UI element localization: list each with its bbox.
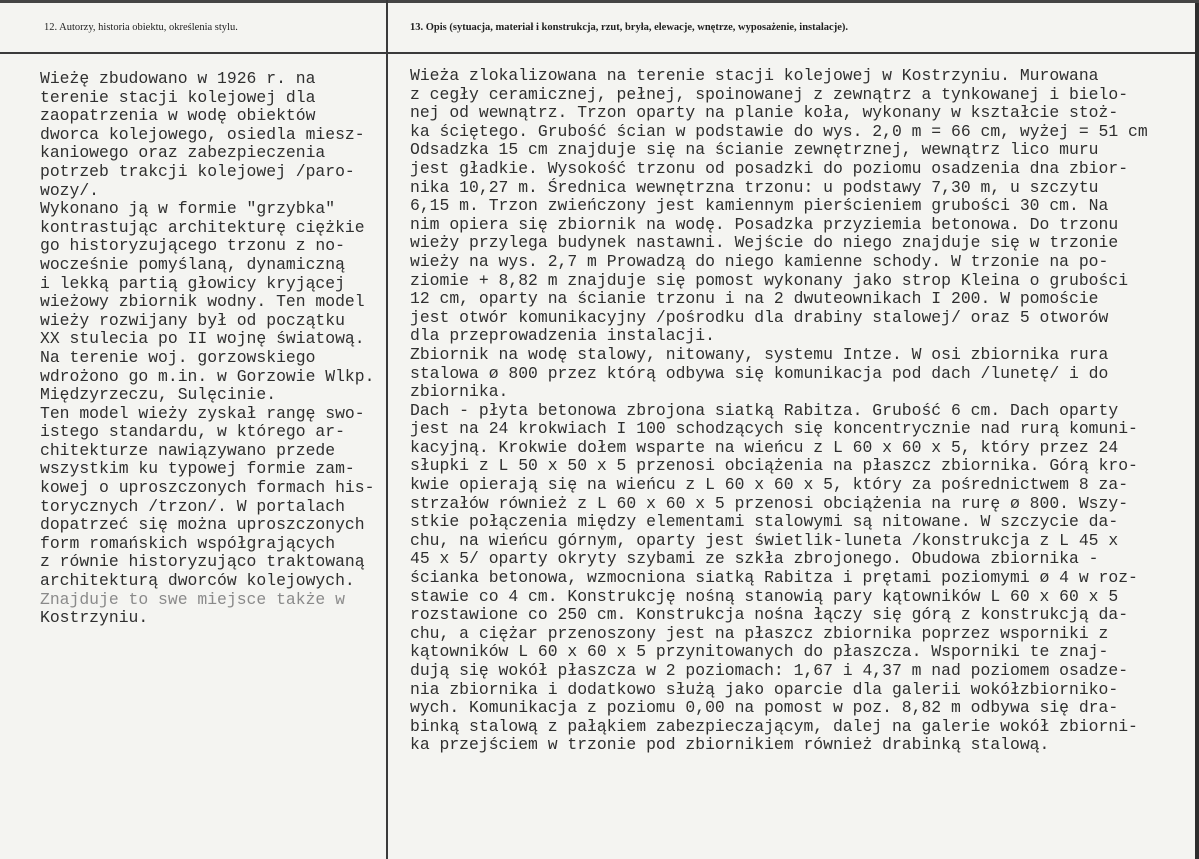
description-line: zbiornika. [410, 382, 509, 402]
history-line: wieżowy zbiornik wodny. Ten model [40, 292, 365, 312]
history-line: form romańskich współgrających [40, 533, 336, 553]
description-line: ziomie + 8,82 m znajduje się pomost wykonany jako strop Kleina o grubości [410, 270, 1129, 290]
history-line: terenie stacji kolejowej dla [40, 87, 316, 107]
description-line: nika 10,27 m. Średnica wewnętrzna trzonu: u podstawy 7,30 m, u szczytu [410, 177, 1099, 197]
history-line: wszystkim ku typowej formie zam- [40, 459, 355, 479]
description-line: wych. Komunikacja z poziomu 0,00 na pomost w poz. 8,82 m odbywa się dra- [410, 698, 1119, 718]
section-12-heading: 12. Autorzy, historia obiektu, określenia stylu. [44, 22, 238, 33]
description-line: Odsadzka 15 cm znajduje się na ścianie zewnętrznej, wewnątrz lico muru [410, 140, 1099, 160]
description-line: kacyjną. Krokwie dołem wsparte na wieńcu z L 60 x 60 x 5, który przez 24 [410, 437, 1119, 457]
description-line: nej od wewnątrz. Trzon oparty na planie koła, wykonany w kształcie stoż- [410, 103, 1119, 123]
description-line: stkie połączenia między elementami stalowymi są nitowane. W szczycie da- [410, 512, 1119, 532]
description-line: strzałów również z L 60 x 60 x 5 przenosi obciążenia na rurę ø 800. Wszy- [410, 493, 1129, 513]
history-line: wieży rozwijany był od początku [40, 310, 345, 330]
history-line: Kostrzyniu. [40, 608, 149, 628]
history-line: Na terenie woj. gorzowskiego [40, 347, 316, 367]
history-line: potrzeb trakcji kolejowej /paro- [40, 161, 355, 181]
description-line: nim opiera się zbiornik na wodę. Posadzka przyziemia betonowa. Do trzonu [410, 214, 1119, 234]
description-line: nia zbiornika i dodatkowo służą jako oparcie dla galerii wokółzbiorniko- [410, 679, 1119, 699]
section-13-heading: 13. Opis (sytuacja, materiał i konstrukcja, rzut, bryła, elewacje, wnętrze, wyposażenie, instalacje). [410, 22, 849, 33]
description-line: stawie co 4 cm. Konstrukcję nośną stanowią pary kątowników L 60 x 60 x 5 [410, 586, 1119, 606]
history-line: architekturą dworców kolejowych. [40, 571, 355, 591]
history-line: dopatrzeć się można uproszczonych [40, 515, 365, 535]
description-line: rozstawione co 250 cm. Konstrukcja nośna łączy się górą z konstrukcją da- [410, 605, 1129, 625]
description-line: ścianka betonowa, wzmocniona siatką Rabitza i prętami poziomymi ø 4 w roz- [410, 568, 1138, 588]
history-line: wocześnie pomyślaną, dynamiczną [40, 254, 345, 274]
history-line: kaniowego oraz zabezpieczenia [40, 143, 326, 163]
description-line: Wieża zlokalizowana na terenie stacji kolejowej w Kostrzyniu. Murowana [410, 66, 1099, 85]
history-line: zaopatrzenia w wodę obiektów [40, 106, 316, 126]
description-line: binką stalową z pałąkiem zabezpieczającym, dalej na galerie wokół zbiorni- [410, 716, 1138, 736]
header-rule [0, 52, 1195, 54]
history-line: chitekturze nawiązywano przede [40, 440, 336, 460]
history-text-column [40, 70, 374, 628]
description-line: stalowa ø 800 przez którą odbywa się komunikacja pod dach /lunetę/ i do [410, 363, 1109, 383]
description-line: Dach - płyta betonowa zbrojona siatką Rabitza. Grubość 6 cm. Dach oparty [410, 400, 1119, 420]
description-line: kątowników L 60 x 60 x 5 przynitowanych do płaszcza. Wsporniki te znaj- [410, 642, 1109, 662]
history-line: Ten model wieży zyskał rangę swo- [40, 403, 365, 423]
description-line: chu, na wieńcu górnym, oparty jest świetlik-luneta /konstrukcja z L 45 x [410, 530, 1119, 550]
description-line: wieży na wys. 2,7 m Prowadzą do niego kamienne schody. W trzonie na po- [410, 251, 1109, 271]
description-line: chu, a ciężar przenoszony jest na płaszcz zbiornika poprzez wsporniki z [410, 623, 1109, 643]
description-line: słupki z L 50 x 50 x 5 przenosi obciążenia na płaszcz zbiornika. Górą kro- [410, 456, 1138, 476]
description-line: 12 cm, oparty na ścianie trzonu i na 2 dwuteownikach I 200. W pomoście [410, 289, 1099, 309]
description-line: dla przeprowadzenia instalacji. [410, 326, 715, 346]
description-line: kwie opierają się na wieńcu z L 60 x 60 x 5, który za pośrednictwem 8 za- [410, 475, 1129, 495]
history-line: wozy/. [40, 180, 100, 200]
description-line: 6,15 m. Trzon zwieńczony jest kamiennym pierścieniem grubości 30 cm. Na [410, 196, 1109, 216]
description-line: Zbiornik na wodę stalowy, nitowany, systemu Intze. W osi zbiornika rura [410, 344, 1109, 364]
history-line: torycznych /trzon/. W portalach [40, 496, 345, 516]
description-line: jest na 24 krokwiach I 100 schodzących się koncentrycznie nad rurą komuni- [410, 419, 1138, 439]
history-line: XX stulecia po II wojnę światową. [40, 329, 365, 349]
history-line: Międzyrzeczu, Sulęcinie. [40, 385, 277, 405]
column-divider [386, 0, 388, 859]
history-line: kontrastując architekturę ciężkie [40, 217, 365, 237]
history-line: z równie historyzująco traktowaną [40, 552, 365, 572]
history-line: istego standardu, w którego ar- [40, 422, 345, 442]
history-line: Wieżę zbudowano w 1926 r. na [40, 69, 316, 88]
top-rule [0, 0, 1199, 3]
description-line: ka przejściem w trzonie pod zbiornikiem również drabinką stalową. [410, 735, 1050, 755]
description-line: jest otwór komunikacyjny /pośrodku dla drabiny stalowej/ oraz 5 otworów [410, 307, 1109, 327]
history-line: kowej o uproszczonych formach his- [40, 478, 375, 498]
history-line: Wykonano ją w formie "grzybka" [40, 199, 336, 219]
history-line: dworca kolejowego, osiedla miesz- [40, 124, 365, 144]
history-line: wdrożono go m.in. w Gorzowie Wlkp. [40, 366, 375, 386]
history-line: go historyzującego trzonu z no- [40, 236, 345, 256]
description-line: jest gładkie. Wysokość trzonu od posadzki do poziomu osadzenia dna zbior- [410, 158, 1129, 178]
history-line: Znajduje to swe miejsce także w [40, 589, 345, 609]
description-line: dują się wokół płaszcza w 2 poziomach: 1,67 i 4,37 m nad poziomem osadze- [410, 661, 1129, 680]
description-line: z cegły ceramicznej, pełnej, spoinowanej z zewnątrz a tynkowanej i bielo- [410, 84, 1129, 104]
description-text-column [410, 67, 1148, 755]
history-line: i lekką partią głowicy kryjącej [40, 273, 345, 293]
description-line: ka ściętego. Grubość ścian w podstawie do wys. 2,0 m = 66 cm, wyżej = 51 cm [410, 121, 1148, 141]
description-line: wieży przylega budynek nastawni. Wejście do niego znajduje się w trzonie [410, 233, 1119, 253]
description-line: 45 x 5/ oparty okryty szybami ze szkła zbrojonego. Obudowa zbiornika - [410, 549, 1099, 569]
